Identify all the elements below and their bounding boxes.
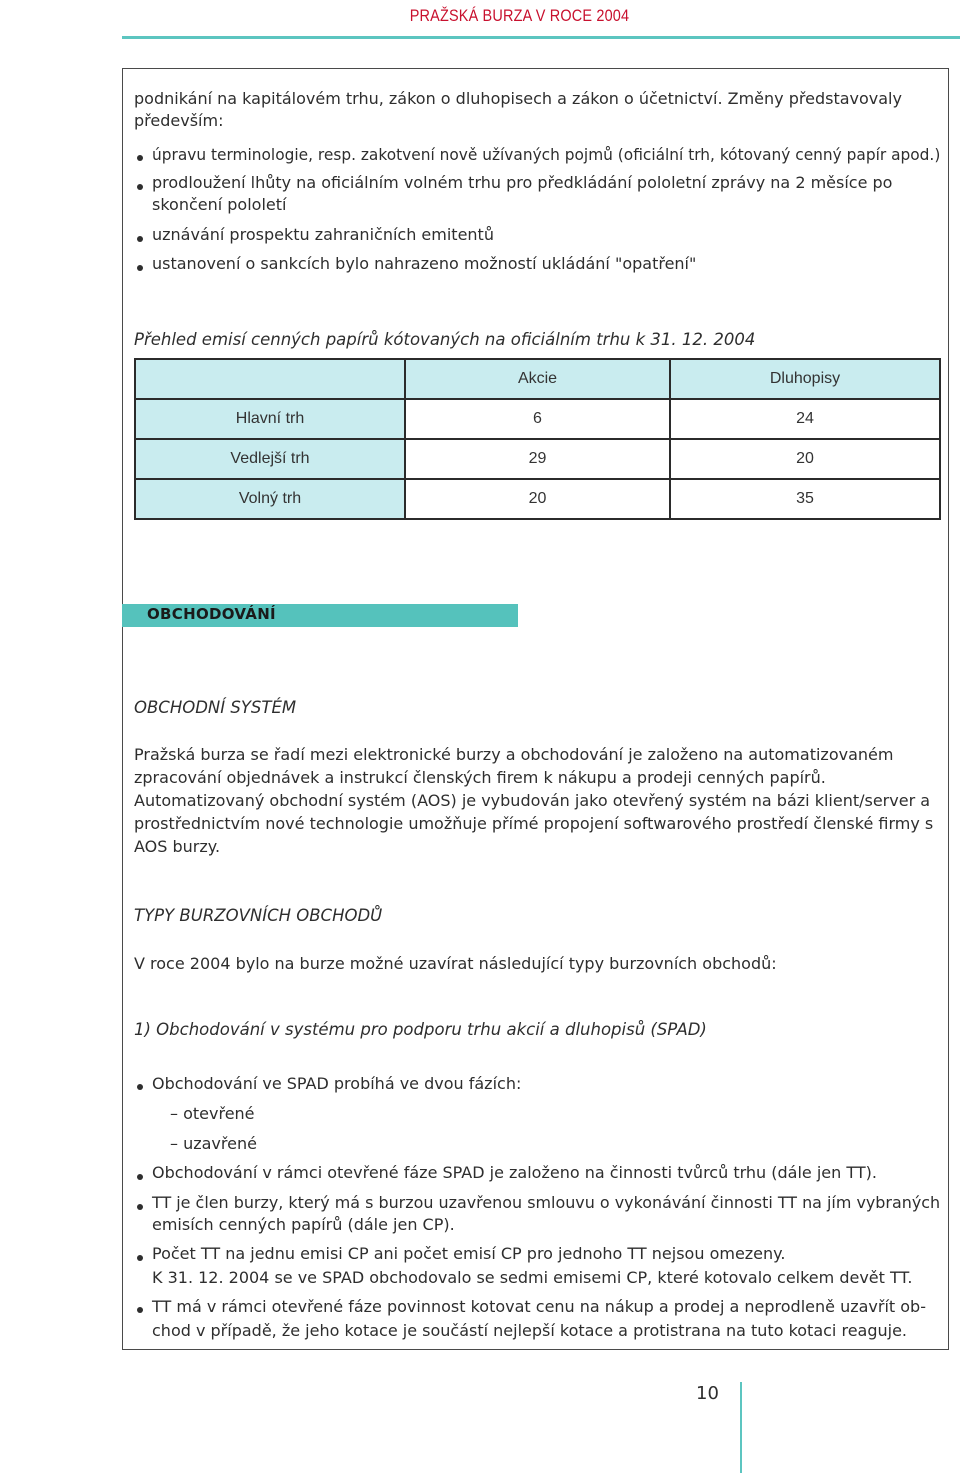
bullet-dot: [137, 1174, 143, 1180]
intro-bullet-3: uznávání prospektu zahraničních emitentů: [152, 225, 494, 244]
table-caption: Přehled emisí cenných papírů kótovaných na oficiálním trhu k 31. 12. 2004: [134, 330, 756, 349]
table-row-label: Volný trh: [135, 479, 405, 519]
page-number: 10: [696, 1383, 719, 1404]
table-header-cell: Akcie: [405, 359, 670, 399]
bullet-dot: [137, 236, 143, 242]
types-intro: V roce 2004 bylo na burze možné uzavírat následující typy burzovních obchodů:: [134, 954, 777, 973]
system-line-2: zpracování objednávek a instrukcí členských firem k nákupu a prodeji cenných papírů.: [134, 768, 826, 787]
system-heading: OBCHODNÍ SYSTÉM: [134, 698, 297, 717]
table-header-row: [135, 359, 940, 399]
intro-line-2: především:: [134, 111, 224, 130]
system-line-4: prostřednictvím nové technologie umožňuje přímé propojení softwarového prostředí členské firmy s: [134, 814, 934, 833]
bullet-dot: [137, 1307, 143, 1313]
spad-bullet-5-cont: chod v případě, že jeho kotace je součástí nejlepší kotace a protistrana na tuto kotaci reaguje.: [152, 1321, 908, 1340]
phase-closed: – uzavřené: [170, 1134, 257, 1153]
spad-bullet-4: Počet TT na jednu emisi CP ani počet emisí CP pro jednoho TT nejsou omezeny.: [152, 1244, 786, 1263]
header-rule: [122, 36, 960, 39]
system-line-1: Pražská burza se řadí mezi elektronické burzy a obchodování je založeno na automatizovaném: [134, 745, 894, 764]
bullet-dot: [137, 184, 143, 190]
table-cell: 29: [405, 439, 670, 479]
intro-line-1: podnikání na kapitálovém trhu, zákon o dluhopisech a zákon o účetnictví. Změny představovaly: [134, 89, 902, 108]
spad-bullet-4-cont: K 31. 12. 2004 se ve SPAD obchodovalo se sedmi emisemi CP, které kotovalo celkem devět TT.: [152, 1268, 913, 1287]
intro-bullet-1: úpravu terminologie, resp. zakotvení nově užívaných pojmů (oficiální trh, kótovaný cenný papír apod.): [152, 145, 941, 164]
table-row: [135, 439, 940, 479]
table-row: [135, 399, 940, 439]
intro-bullet-2: prodloužení lhůty na oficiálním volném trhu pro předkládání pololetní zprávy na 2 měsíce po: [152, 173, 893, 192]
spad-subheading: 1) Obchodování v systému pro podporu trhu akcií a dluhopisů (SPAD): [134, 1020, 707, 1039]
types-heading: TYPY BURZOVNÍCH OBCHODŮ: [134, 906, 383, 925]
bullet-dot: [137, 1255, 143, 1261]
table-cell: 35: [670, 479, 940, 519]
table-header-cell: [135, 359, 405, 399]
bullet-dot: [137, 265, 143, 271]
table-cell: 24: [670, 399, 940, 439]
bullet-dot: [137, 1204, 143, 1210]
table-row: [135, 479, 940, 519]
emissions-table: [134, 358, 941, 520]
table-row-label: Vedlejší trh: [135, 439, 405, 479]
phase-open: – otevřené: [170, 1104, 255, 1123]
system-line-5: AOS burzy.: [134, 837, 221, 856]
table-cell: 20: [405, 479, 670, 519]
table-header-cell: Dluhopisy: [670, 359, 940, 399]
spad-bullet-5: TT má v rámci otevřené fáze povinnost kotovat cenu na nákup a prodej a neprodleně uzavřít ob-: [152, 1297, 926, 1316]
spad-bullet-2: Obchodování v rámci otevřené fáze SPAD je založeno na činnosti tvůrců trhu (dále jen TT).: [152, 1163, 877, 1182]
spad-bullet-3-cont: emisích cenných papírů (dále jen CP).: [152, 1215, 455, 1234]
bullet-dot: [137, 1084, 143, 1090]
intro-bullet-2-cont: skončení pololetí: [152, 195, 287, 214]
table-cell: 6: [405, 399, 670, 439]
running-header-title: PRAŽSKÁ BURZA V ROCE 2004: [409, 6, 629, 25]
footer-rule: [740, 1382, 742, 1473]
system-line-3: Automatizovaný obchodní systém (AOS) je vybudován jako otevřený systém na bázi klient/server a: [134, 791, 931, 810]
spad-bullet-1: Obchodování ve SPAD probíhá ve dvou fázích:: [152, 1074, 522, 1093]
table-cell: 20: [670, 439, 940, 479]
intro-bullet-4: ustanovení o sankcích bylo nahrazeno možností ukládání "opatření": [152, 254, 697, 273]
table-row-label: Hlavní trh: [135, 399, 405, 439]
bullet-dot: [137, 155, 143, 161]
spad-bullet-3: TT je člen burzy, který má s burzou uzavřenou smlouvu o vykonávání činnosti TT na jím vybraných: [152, 1193, 941, 1212]
section-title: OBCHODOVÁNÍ: [147, 605, 276, 623]
